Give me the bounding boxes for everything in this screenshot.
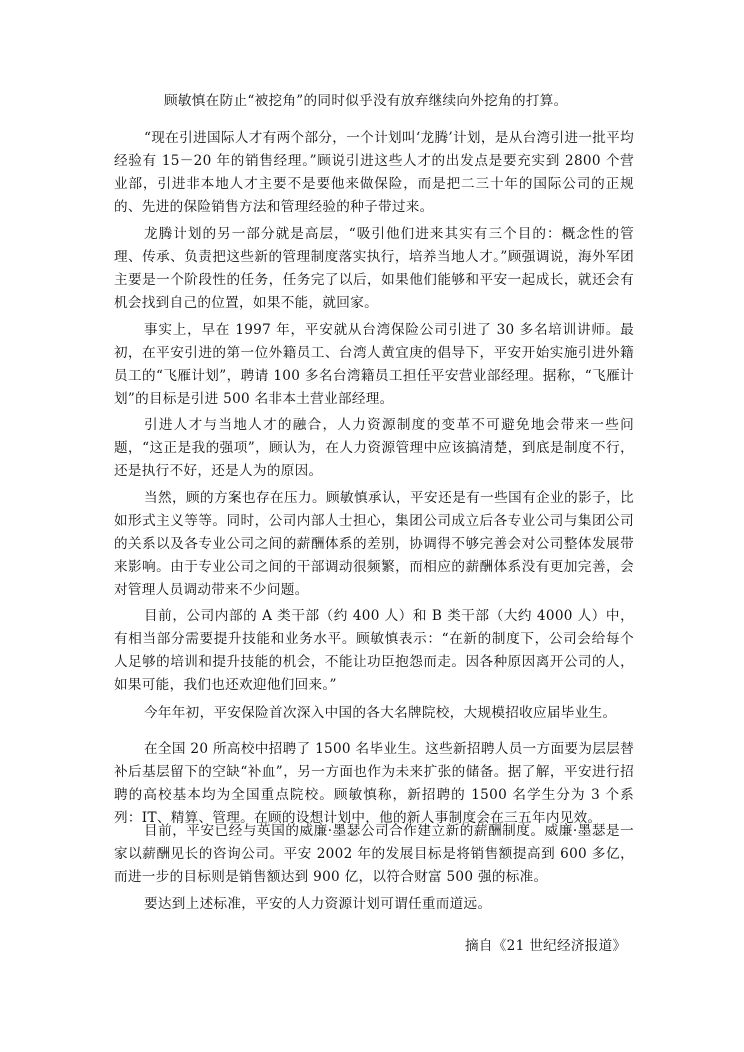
article-source: 摘自《21 世纪经济报道》 — [465, 938, 627, 954]
paragraph-conclusion: 要达到上述标准，平安的人力资源计划可谓任重而道远。 — [144, 896, 492, 912]
paragraph-pressure: 当然，顾的方案也存在压力。顾敏慎承认，平安还是有一些国有企业的影子，比如形式主义等等。同时，公司内部人士担心，集团公司成立后各专业公司与集团公司的关系以及各专业公司之间的薪酬体系的差别，协调得不够完善会对公司整体发展带来影响。由于专业公司之间的干部调动很频繁，而相应的薪酬体系没有更加完善，会对管理人员调动带来不少问题。 — [114, 490, 634, 598]
paragraph-graduates: 在全国 20 所高校中招聘了 1500 名毕业生。这些新招聘人员一方面要为层层替补后基层留下的空缺“补血”，另一方面也作为未来扩张的储备。据了解，平安进行招聘的高校基本均为全国重点院校。顾敏慎称，新招聘的 1500 名学生分为 3 个系列：IT、精算、管理。在顾的设想计划中，他的新人事制度会在三五年内见效。 — [114, 741, 634, 826]
paragraph-history-1997: 事实上，早在 1997 年，平安就从台湾保险公司引进了 30 多名培训讲师。最初，在平安引进的第一位外籍员工、台湾人黄宜庚的倡导下，平安开始实施引进外籍员工的“飞雁计划”，聘请 100 多名台湾籍员工担任平安营业部经理。据称，“飞雁计划”的目标是引进 500 名非本土营业部经理。 — [114, 322, 634, 407]
paragraph-cadres: 目前，公司内部的 A 类干部（约 400 人）和 B 类干部（大约 4000 人）中，有相当部分需要提升技能和业务水平。顾敏慎表示：“在新的制度下，公司会给每个人足够的培训和提升技能的机会，不能让功臣抱怨而走。因各种原因离开公司的人，如果可能，我们也还欢迎他们回来。” — [114, 608, 634, 693]
paragraph-intro: 顾敏慎在防止“被挖角”的同时似乎没有放弃继续向外挖角的打算。 — [164, 93, 568, 109]
paragraph-integration: 引进人才与当地人才的融合，人力资源制度的变革不可避免地会带来一些问题，“这正是我的强项”，顾认为，在人力资源管理中应该搞清楚，到底是制度不行，还是执行不好，还是人为的原因。 — [114, 417, 634, 479]
paragraph-longteng-plan: “现在引进国际人才有两个部分，一个计划叫‘龙腾’计划，是从台湾引进一批平均经验有 15－20 年的销售经理。”顾说引进这些人才的出发点是要充实到 2800 个营业部，引进非本地人才主要不是要他来做保险，而是把二三十年的国际公司的正规的、先进的保险销售方法和管理经验的种子带过来。 — [114, 130, 634, 215]
paragraph-senior-level: 龙腾计划的另一部分就是高层，“吸引他们进来其实有三个目的：概念性的管理、传承、负责把这些新的管理制度落实执行，培养当地人才。”顾强调说，海外军团主要是一个阶段性的任务，任务完了以后，如果他们能够和平安一起成长，就还会有机会找到自己的位置，如果不能，就回家。 — [114, 226, 634, 311]
paragraph-compensation: 目前，平安已经与英国的威廉·墨瑟公司合作建立新的薪酬制度。威廉·墨瑟是一家以薪酬见长的咨询公司。平安 2002 年的发展目标是将销售额提高到 600 多亿，而进一步的目标则是销售额达到 900 亿，以符合财富 500 强的标准。 — [114, 823, 634, 885]
paragraph-campus-hiring: 今年年初，平安保险首次深入中国的各大名牌院校，大规模招收应届毕业生。 — [144, 705, 617, 721]
